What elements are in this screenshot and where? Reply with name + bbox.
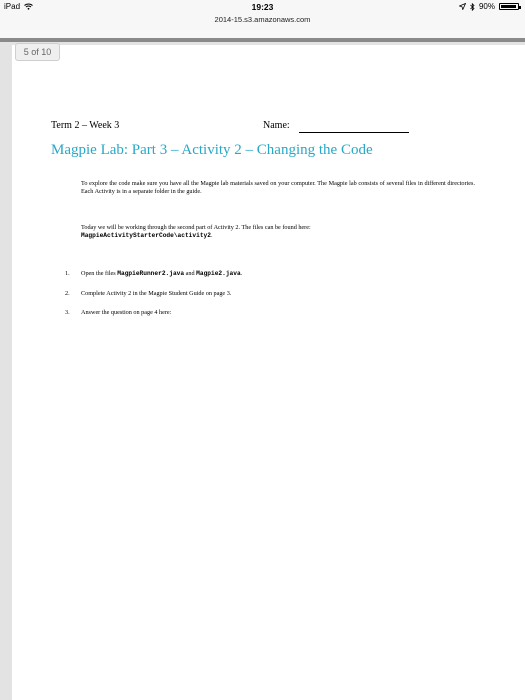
- header-row: [51, 120, 481, 134]
- files-paragraph: [81, 224, 475, 240]
- document-title: Magpie Lab: Part 3 – Activity 2 – Changing the Code: [51, 142, 373, 158]
- list-text: Answer the question on page 4 here:: [81, 309, 172, 316]
- files-path: MagpieActivityStarterCode\activity2: [81, 232, 211, 239]
- code-filename: Magpie2.java: [196, 270, 241, 277]
- list-number: 2.: [65, 290, 70, 297]
- term-label: Term 2 – Week 3: [51, 120, 120, 131]
- device-label: iPad: [4, 2, 21, 11]
- list-text-post: .: [240, 270, 243, 277]
- list-text-mid: and: [184, 270, 197, 277]
- list-text: [81, 270, 242, 278]
- name-label: Name:: [263, 120, 290, 131]
- name-blank-line: [299, 132, 409, 133]
- url-text[interactable]: 2014-15.s3.amazonaws.com: [214, 15, 311, 24]
- code-filename: MagpieRunner2.java: [117, 270, 185, 277]
- status-bar: [0, 0, 525, 13]
- battery-icon: [499, 3, 519, 10]
- list-text-pre: Open the files: [81, 270, 118, 277]
- location-arrow-icon: [459, 3, 466, 10]
- address-bar[interactable]: [0, 13, 525, 38]
- clock: 19:23: [251, 2, 274, 12]
- battery-percent: 90%: [478, 2, 495, 11]
- intro-paragraph: To explore the code make sure you have all the Magpie lab materials saved on your computer. The Magpie lab consists of several files in different directories. Each Activity is in a separate folder in the guide.: [81, 180, 475, 195]
- files-paragraph-end: .: [210, 232, 213, 239]
- bluetooth-icon: [470, 3, 475, 11]
- page-indicator: 5 of 10: [15, 43, 60, 61]
- status-right: [459, 2, 519, 11]
- list-number: 1.: [65, 270, 70, 277]
- list-number: 3.: [65, 309, 70, 316]
- files-paragraph-text: Today we will be working through the second part of Activity 2. The files can be found here:: [81, 224, 311, 231]
- list-text: Complete Activity 2 in the Magpie Student Guide on page 3.: [81, 290, 232, 297]
